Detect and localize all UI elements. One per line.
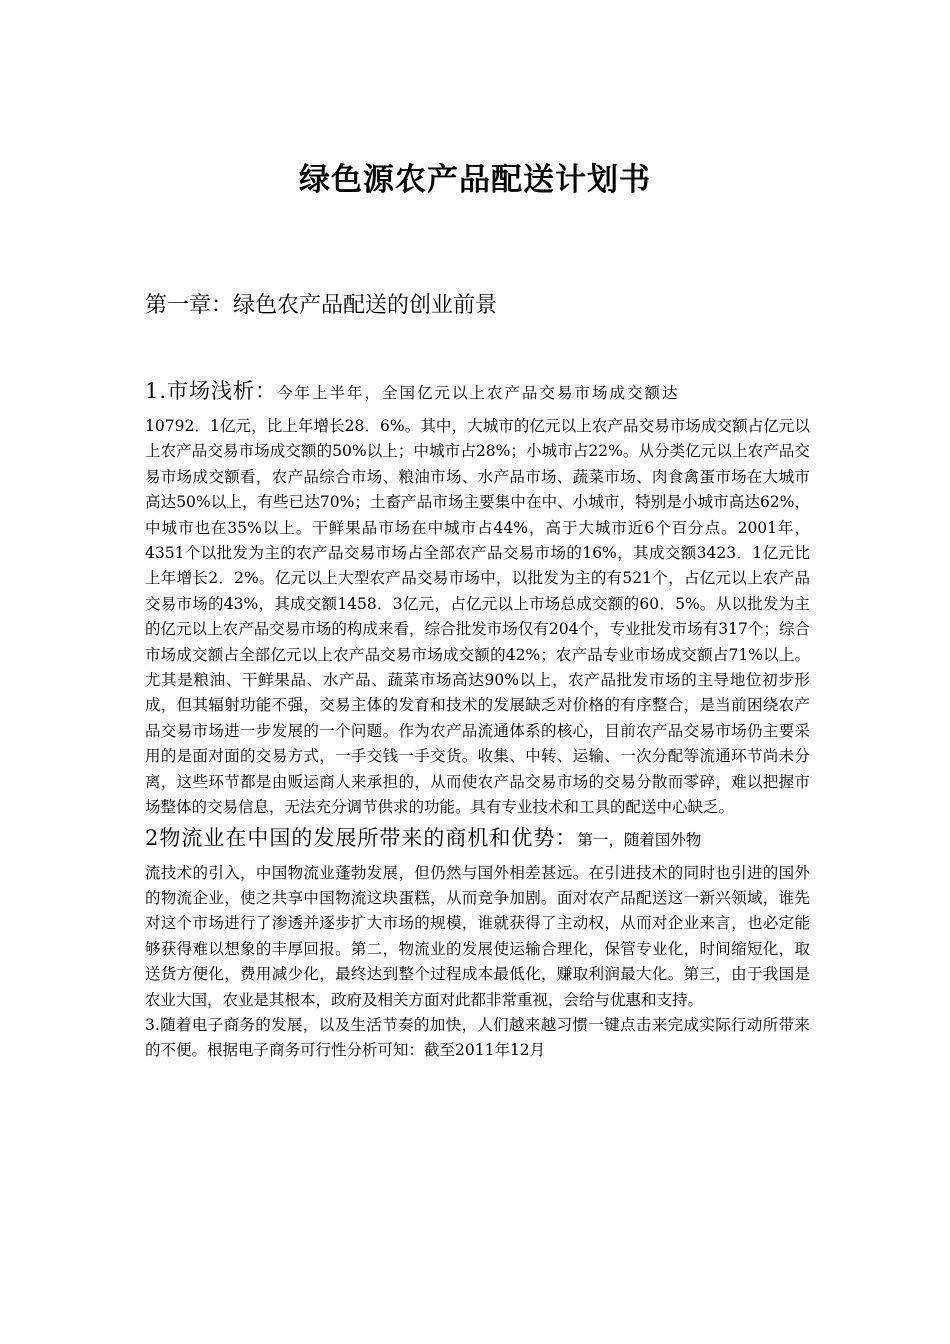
section-1-heading: 1.市场浅析： [145,379,278,403]
document-body [145,374,810,1064]
section-2-paragraph [145,821,810,1013]
section-3-text: 3.随着电子商务的发展，以及生活节奏的加快，人们越来越习惯一键点击来完成实际行动所带来的不便。根据电子商务可行性分析可知：截至2011年12月 [145,1015,810,1060]
section-1-lead: 今年上半年，全国亿元以上农产品交易市场成交额达 [277,384,680,402]
section-3-paragraph [145,1013,810,1064]
document-title: 绿色源农产品配送计划书 [299,162,651,198]
section-2-heading: 2物流业在中国的发展所带来的商机和优势： [145,825,578,850]
chapter-heading: 第一章：绿色农产品配送的创业前景 [145,293,498,318]
section-2-text: 流技术的引入，中国物流业蓬勃发展，但仍然与国外相差甚远。在引进技术的同时也引进的国外的物流企业，使之共享中国物流这块蛋糕，从而竞争加剧。面对农产品配送这一新兴领域，谁先对这个市场进行了渗透并逐步扩大市场的规模，谁就获得了主动权，从而对企业来言，也必定能够获得难以想象的丰厚回报。第二，物流业的发展使运输合理化，保管专业化，时间缩短化，取送货方便化，费用减少化，最终达到整个过程成本最低化，赚取利润最大化。第三，由于我国是农业大国，农业是其根本，政府及相关方面对此都非常重视，会给与优惠和支持。 [145,863,810,1009]
section-1-text: 10792．1亿元，比上年增长28．6%。其中，大城市的亿元以上农产品交易市场成交额占亿元以上农产品交易市场成交额的50%以上；中城市占28%；小城市占22%。从分类亿元以上农产品交易市场成交额看，农产品综合市场、粮油市场、水产品市场、蔬菜市场、肉食禽蛋市场在大城市高达50%以上，有些已达70%；土畜产品市场主要集中在中、小城市，特别是小城市高达62%，中城市也在35%以上。干鲜果品市场在中城市占44%，高于大城市近6个百分点。2001年，4351个以批发为主的农产品交易市场占全部农产品交易市场的16%，其成交额3423．1亿元比上年增长2．2%。亿元以上大型农产品交易市场中，以批发为主的有521个，占亿元以上农产品交易市场的43%，其成交额1458．3亿元，占亿元以上市场总成交额的60．5%。从以批发为主的亿元以上农产品交易市场的构成来看，综合批发市场仅有204个，专业批发市场有317个；综合市场成交额占全部亿元以上农产品交易市场成交额的42%；农产品专业市场成交额占71%以上。尤其是粮油、干鲜果品、水产品、蔬菜市场高达90%以上，农产品批发市场的主导地位初步形成，但其辐射功能不强，交易主体的发育和技术的发展缺乏对价格的有序整合，是当前困绕农产品交易市场进一步发展的一个问题。作为农产品流通体系的核心，目前农产品交易市场仍主要采用的是面对面的交易方式，一手交钱一手交货。收集、中转、运输、一次分配等流通环节尚未分离，这些环节都是由贩运商人来承担的，从而使农产品交易市场的交易分散而零碎，难以把握市场整体的交易信息，无法充分调节供求的功能。具有专业技术和工具的配送中心缺乏。 [145,417,810,817]
section-1-paragraph [145,374,810,821]
section-2-lead: 第一，随着国外物 [577,830,702,849]
